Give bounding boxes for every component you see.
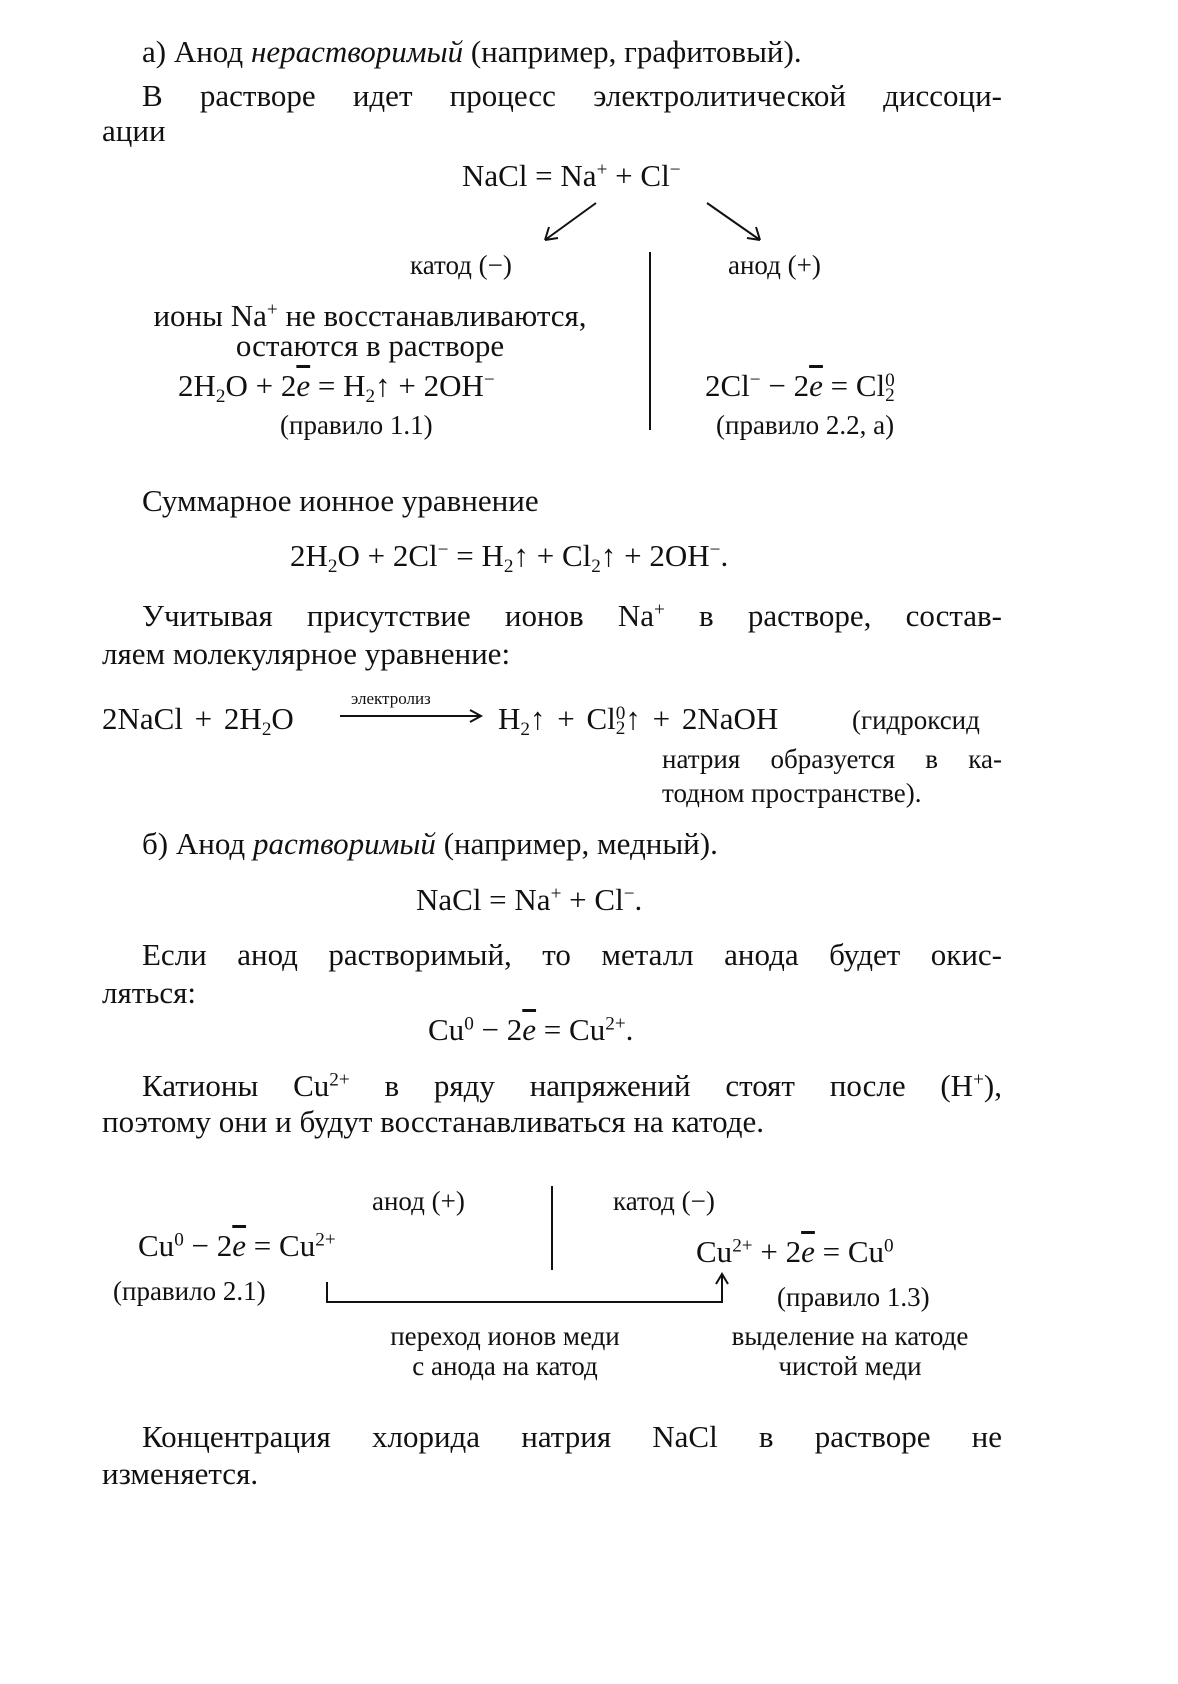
- anode-label-b: анод (+): [372, 1186, 465, 1216]
- electron-symbol: $\overline{e}$: [801, 1234, 815, 1269]
- transfer-caption-line-2: с анода на катод: [412, 1351, 598, 1381]
- cathode-equation-a: $2H_2O + 2\overline{e}$ = $H_2↑ + 2OH^-$: [178, 368, 495, 407]
- note-line-1: (гидроксид: [852, 705, 980, 735]
- arrow-to-cathode: [545, 203, 596, 240]
- if-line-2: ляться:: [102, 975, 197, 1010]
- intro-line-2: ации: [102, 113, 166, 148]
- heading-italic: растворимый: [252, 826, 436, 861]
- transfer-caption-line-1: переход ионов меди: [390, 1321, 620, 1351]
- electron-symbol: $\overline{e}$: [232, 1228, 247, 1263]
- dissociation-equation-b: NaCl = Na+ + Cl−.: [416, 882, 643, 917]
- note-line-2: натрия образуется в ка-: [662, 744, 1002, 774]
- molecular-equation-right: $H_2↑ + Cl$ 0 2 ↑ + 2NaOH: [498, 701, 779, 740]
- cathode-label-a: катод (−): [410, 250, 512, 280]
- anode-equation-a: $2Cl^- - 2\overline{e} = Cl$ 0 2: [705, 368, 895, 407]
- if-line-1: Если анод растворимый, то металл анода будет окис-: [142, 937, 1002, 972]
- electron-symbol: $\overline{e}$: [809, 368, 823, 403]
- ion-transfer-bracket: [327, 1276, 722, 1302]
- electron-symbol: $\overline{e}$: [522, 1012, 537, 1047]
- section-b-heading: б) Анод растворимый (например, медный).: [142, 826, 718, 861]
- heading-italic: нерастворимый: [250, 34, 464, 69]
- electron-symbol: $\overline{e}$: [296, 368, 311, 403]
- cathode-rule-b: (правило 1.3): [777, 1282, 930, 1312]
- considering-line-1: Учитывая присутствие ионов Na+ в растворе, состав-: [142, 598, 1003, 633]
- cathode-text-line-1: ионы Na+ не восстанавливаются,: [153, 298, 587, 333]
- cathode-label-b: катод (−): [613, 1186, 715, 1216]
- anode-label-a: анод (+): [728, 250, 821, 280]
- anode-rule-a: (правило 2.2, а): [716, 410, 895, 440]
- intro-line-1: В растворе идет процесс электролитической диссоци-: [142, 78, 1002, 113]
- cathode-equation-b: $Cu^{2+} + 2\overline{e} = Cu^0$: [696, 1234, 894, 1269]
- electrode-divider-b: [551, 1186, 553, 1270]
- cations-line-2: поэтому они и будут восстанавливаться на катоде.: [102, 1104, 765, 1139]
- cathode-rule-a: (правило 1.1): [280, 410, 433, 440]
- anode-equation-b: $Cu^0 - 2\overline{e} = Cu^{2+}$: [138, 1228, 336, 1263]
- considering-line-2: ляем молекулярное уравнение:: [102, 636, 511, 671]
- dissociation-equation: NaCl = Na+ + Cl−: [462, 158, 681, 193]
- arrow-to-anode: [707, 203, 760, 240]
- summary-equation: $2H_2O + 2Cl^-$ = $H_2↑$ + $Cl_2↑ + 2OH^-$.: [290, 538, 729, 577]
- anode-rule-b: (правило 2.1): [113, 1276, 266, 1306]
- summary-title: Суммарное ионное уравнение: [142, 483, 539, 518]
- electrode-divider-a: [649, 252, 651, 430]
- deposit-caption-line-1: выделение на катоде: [731, 1321, 969, 1351]
- cathode-text-line-2: остаются в растворе: [235, 328, 505, 363]
- molecular-equation-left: 2NaCl + $2H_2O$: [102, 701, 294, 740]
- copper-oxidation-equation: $Cu^0 - 2\overline{e} = Cu^{2+}$.: [428, 1012, 634, 1047]
- conclusion-line-1: Концентрация хлорида натрия NaCl в растворе не: [142, 1419, 1002, 1454]
- conclusion-line-2: изменяется.: [102, 1456, 259, 1491]
- deposit-caption-line-2: чистой меди: [778, 1351, 922, 1381]
- note-line-3: тодном пространстве).: [662, 778, 922, 808]
- electrolysis-label: электролиз: [351, 689, 431, 708]
- section-a-heading: а) Анод нерастворимый (например, графитовый).: [142, 34, 802, 69]
- cations-line-1: Катионы $Cu^{2+}$ в ряду напряжений стоят после (H+),: [142, 1068, 1002, 1103]
